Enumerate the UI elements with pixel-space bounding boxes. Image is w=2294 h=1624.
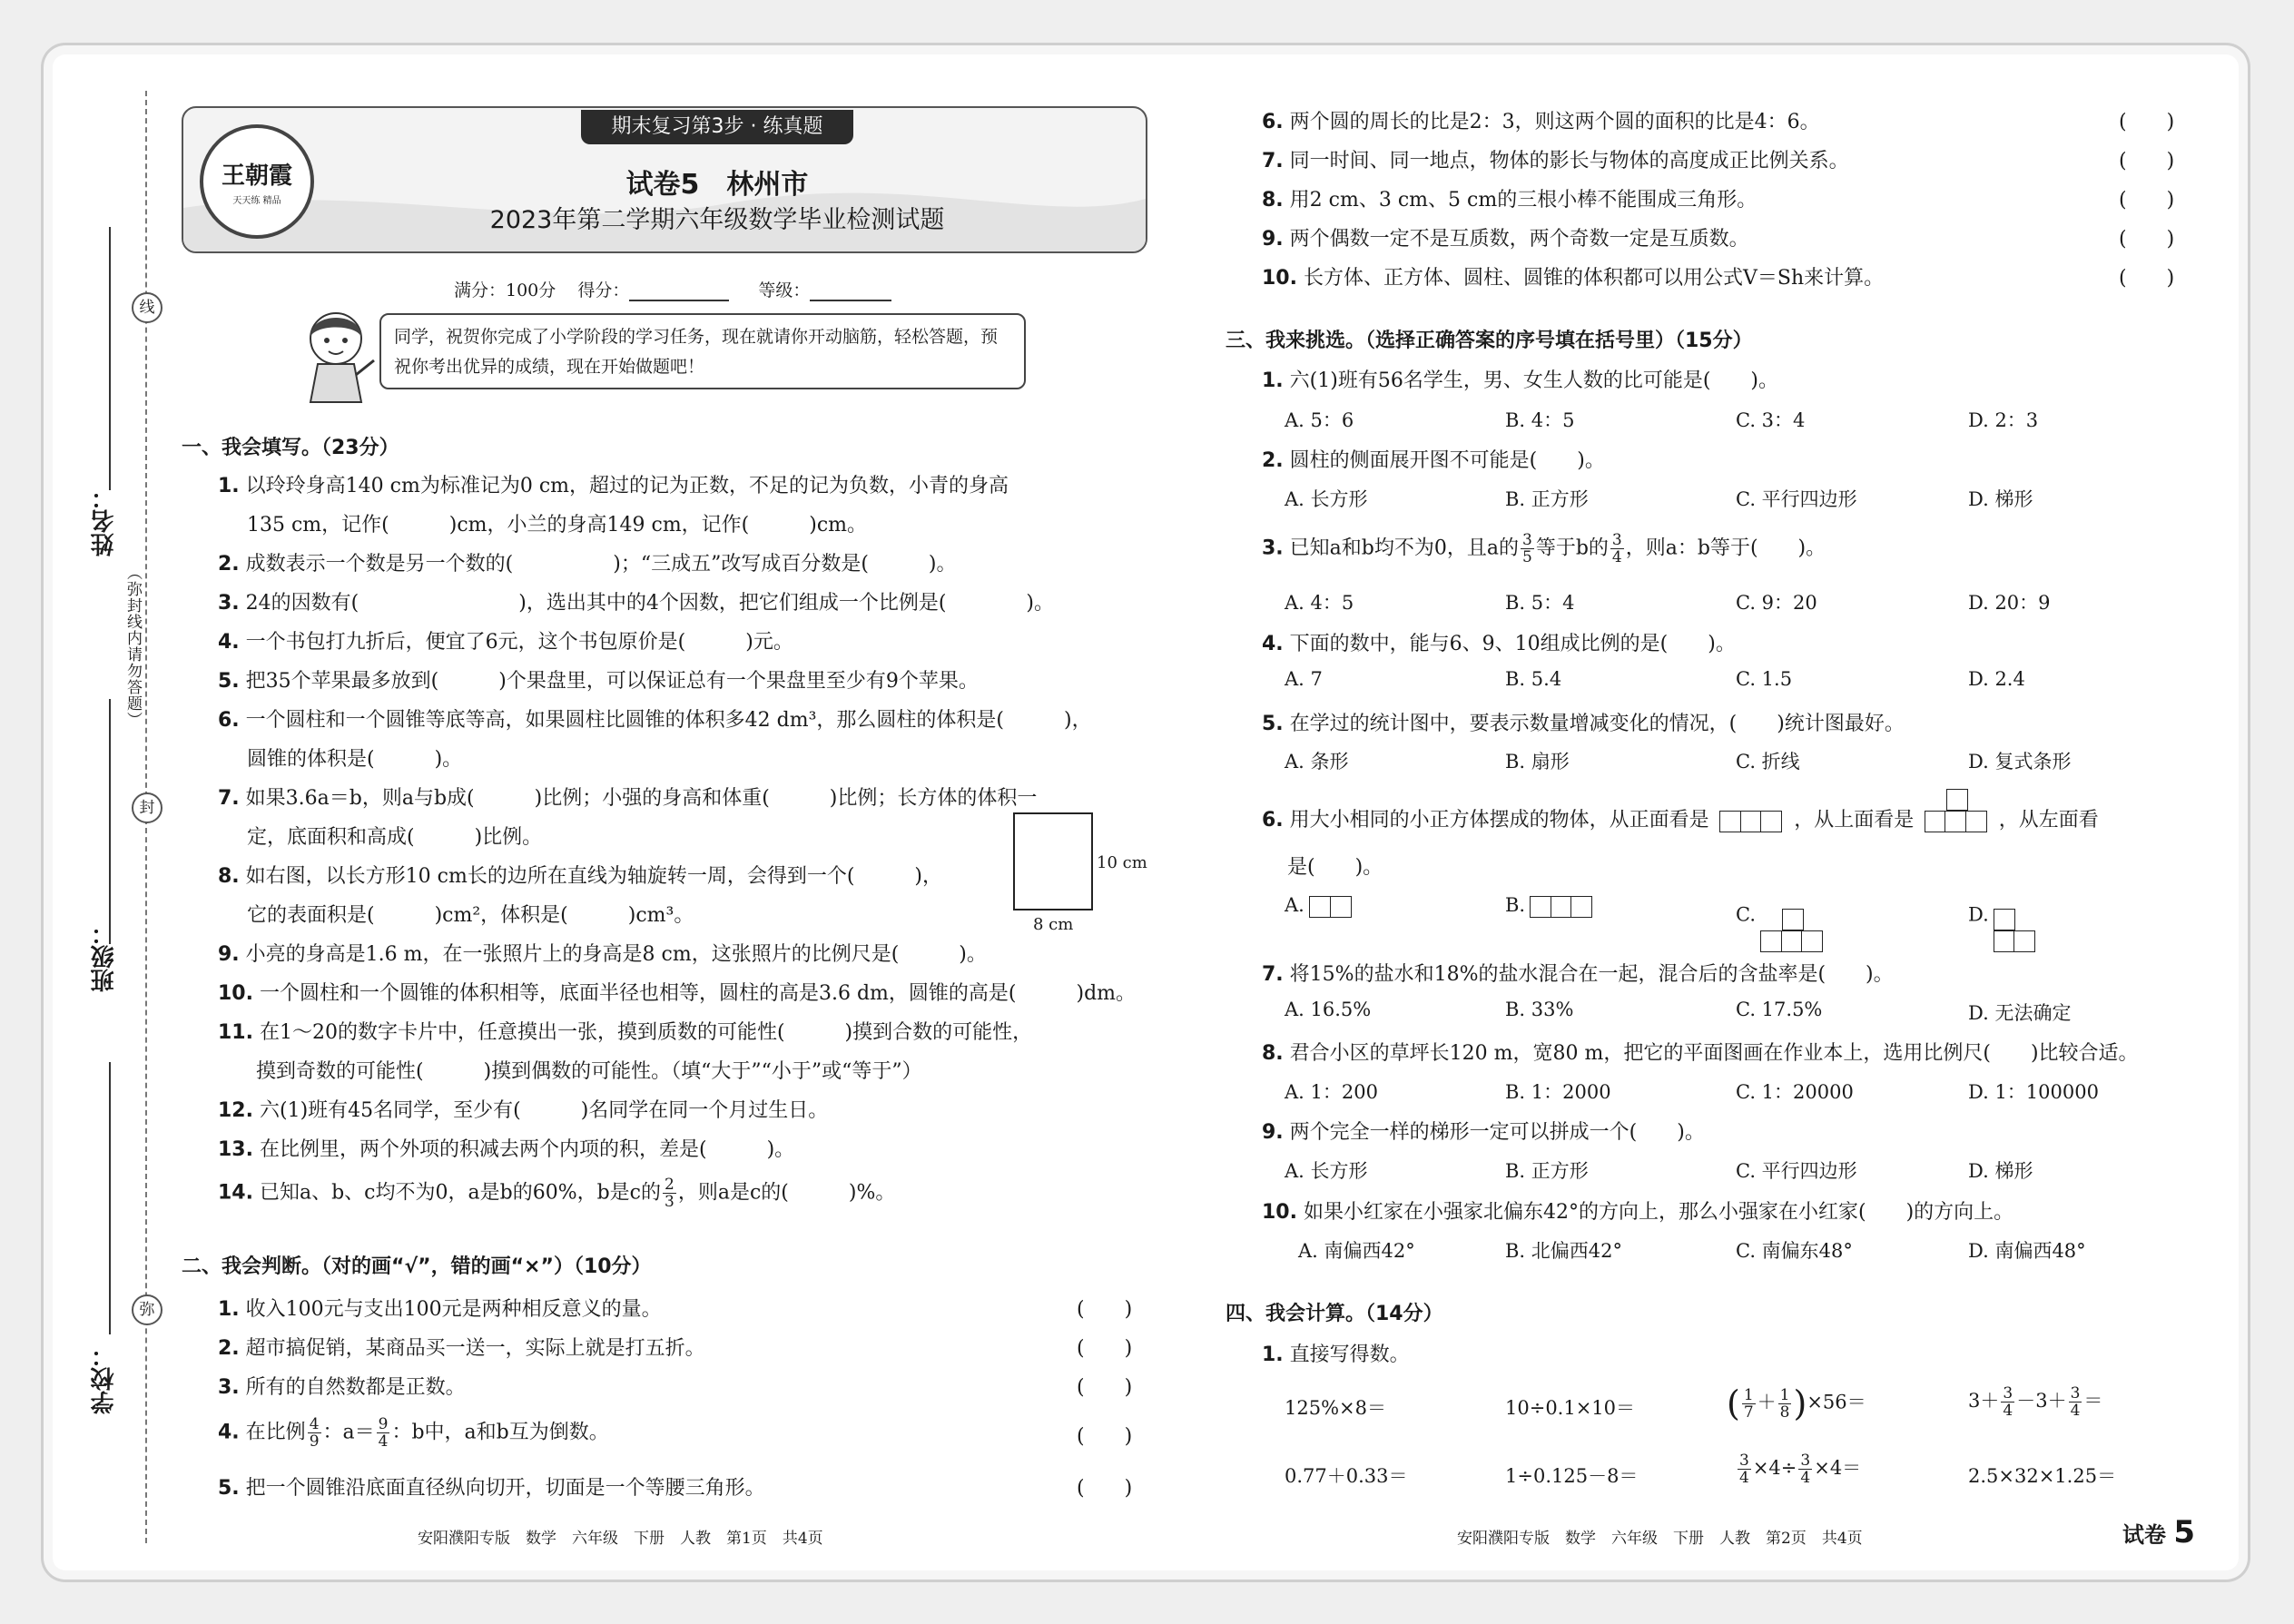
s3-q4-option-d[interactable]: D. 2.4: [1968, 668, 2025, 690]
s1-question-13[interactable]: 13. 在比例里，两个外项的积减去两个内项的积，差是( )。: [218, 1138, 795, 1161]
s3-q9-option-a[interactable]: A. 长方形: [1285, 1160, 1368, 1182]
paper-title: 试卷5 林州市: [625, 169, 809, 201]
class-field-label: 班级：: [91, 921, 118, 992]
section4-title: 四、我会计算。（14分）: [1226, 1303, 1443, 1325]
s2-question-7: 7. 同一时间、同一地点，物体的影长与物体的高度成正比例关系。: [1262, 150, 1849, 172]
s3-question-3[interactable]: 3. 已知a和b均不为0，且a的 $\frac{3}{5}$ 等于b的 $\frac{3}{4}$ ，则a：b等于( )。: [1262, 531, 1826, 566]
s2-question-6: 6. 两个圆的周长的比是2：3，则这两个圆的面积的比是4：6。: [1262, 111, 1820, 133]
figure-height-label: 10 cm: [1097, 853, 1147, 872]
s3-question-1[interactable]: 1. 六(1)班有56名学生，男、女生人数的比可能是( )。: [1262, 369, 1778, 392]
s1-question-1: 1. 以玲玲身高140 cm为标准记为0 cm，超过的记为正数，不足的记为负数，小青的身高: [218, 475, 1009, 497]
s1-question-6-cont[interactable]: 圆锥的体积是( )。: [247, 748, 463, 771]
score-label: 得分：: [577, 281, 630, 300]
s1-question-7-cont[interactable]: 定，底面积和高成( )比例。: [247, 826, 543, 849]
s1-question-11[interactable]: 11. 在1～20的数字卡片中，任意摸出一张，摸到质数的可能性( )摸到合数的可能性，: [218, 1021, 1033, 1044]
s2-answer-9[interactable]: ( ): [2119, 228, 2175, 251]
s3-q5-option-a[interactable]: A. 条形: [1285, 751, 1349, 773]
s2-answer-4[interactable]: ( ): [1077, 1425, 1133, 1448]
s3-question-5[interactable]: 5. 在学过的统计图中，要表示数量增减变化的情况，( )统计图最好。: [1262, 713, 1905, 735]
s1-question-11-cont[interactable]: 摸到奇数的可能性( )摸到偶数的可能性。（填“大于”“小于”或“等于”）: [256, 1060, 922, 1083]
s3-q10-option-d[interactable]: D. 南偏西48°: [1968, 1240, 2086, 1262]
s3-question-4[interactable]: 4. 下面的数中，能与6、9、10组成比例的是( )。: [1262, 633, 1736, 655]
section3-title: 三、我来挑选。（选择正确答案的序号填在括号里）（15分）: [1226, 330, 1753, 352]
s2-answer-3[interactable]: ( ): [1077, 1376, 1133, 1399]
seal-warning-note: （弥封线内请勿答题）: [123, 565, 142, 728]
paper-tag: 试卷 5: [2122, 1514, 2196, 1550]
class-field-line[interactable]: [109, 699, 111, 944]
brand-logo-text: 王朝霞: [221, 162, 292, 190]
calc-5[interactable]: 0.77＋0.33＝: [1285, 1465, 1408, 1487]
s3-q1-option-b[interactable]: B. 4：5: [1505, 409, 1575, 431]
s3-q1-option-d[interactable]: D. 2：3: [1968, 409, 2039, 431]
calc-7[interactable]: $\frac{3}{4}$ ×4÷ $\frac{3}{4}$ ×4＝: [1739, 1452, 1862, 1487]
s3-q8-option-c[interactable]: C. 1：20000: [1736, 1081, 1854, 1103]
score-bar: [454, 277, 891, 301]
option-c-shape: [1762, 907, 1824, 950]
girl-mascot-icon: [292, 304, 379, 404]
s4-question-1: 1. 直接写得数。: [1262, 1343, 1410, 1366]
figure-width-label: 8 cm: [1033, 915, 1074, 934]
s3-q5-option-b[interactable]: B. 扇形: [1505, 751, 1570, 773]
s3-question-10[interactable]: 10. 如果小红家在小强家北偏东42°的方向上，那么小强家在小红家( )的方向上。: [1262, 1201, 2014, 1224]
calc-4[interactable]: 3＋ $\frac{3}{4}$ －3＋ $\frac{3}{4}$ ＝: [1968, 1384, 2103, 1420]
calc-1[interactable]: 125%×8＝: [1285, 1397, 1386, 1419]
grade-label: 等级：: [758, 281, 811, 300]
s3-q3-option-b[interactable]: B. 5：4: [1505, 592, 1575, 614]
fraction-4-9: $\frac{4}{9}$: [309, 1415, 320, 1451]
s3-q1-option-a[interactable]: A. 5：6: [1285, 409, 1354, 431]
s3-q2-option-d[interactable]: D. 梯形: [1968, 488, 2033, 510]
option-a-shape: [1311, 895, 1352, 919]
top-view-shape: [1925, 788, 1987, 832]
s2-question-8: 8. 用2 cm、3 cm、5 cm的三根小棒不能围成三角形。: [1262, 189, 1757, 212]
s3-q8-option-d[interactable]: D. 1：100000: [1968, 1081, 2099, 1103]
s1-question-9[interactable]: 9. 小亮的身高是1.6 m，在一张照片上的身高是8 cm，这张照片的比例尺是( )。: [218, 943, 987, 966]
s2-question-10: 10. 长方体、正方体、圆柱、圆锥的体积都可以用公式V＝Sh来计算。: [1262, 267, 1885, 290]
school-field-line[interactable]: [109, 1062, 111, 1334]
fraction-3-4: $\frac{3}{4}$: [1611, 531, 1622, 566]
seal-mark-top: 线: [132, 292, 162, 323]
s1-question-12[interactable]: 12. 六(1)班有45名同学，至少有( )名同学在同一个月过生日。: [218, 1099, 829, 1122]
front-view-shape: [1721, 810, 1783, 832]
s3-q1-option-c[interactable]: C. 3：4: [1736, 409, 1806, 431]
s1-question-14[interactable]: 14. 已知a、b、c均不为0，a是b的60%，b是c的 $\frac{2}{3}$ ，则a是c的( )%。: [218, 1176, 896, 1211]
s3-q4-option-b[interactable]: B. 5.4: [1505, 668, 1562, 690]
s1-question-4[interactable]: 4. 一个书包打九折后，便宜了6元，这个书包原价是( )元。: [218, 631, 793, 654]
s3-q4-option-c[interactable]: C. 1.5: [1736, 668, 1793, 690]
grade-blank[interactable]: [810, 278, 891, 301]
s3-question-7[interactable]: 7. 将15%的盐水和18%的盐水混合在一起，混合后的含盐率是( )。: [1262, 963, 1894, 986]
s3-q10-option-b[interactable]: B. 北偏西42°: [1505, 1240, 1623, 1262]
s3-q10-option-c[interactable]: C. 南偏东48°: [1736, 1240, 1853, 1262]
s2-question-1: 1. 收入100元与支出100元是两种相反意义的量。: [218, 1298, 662, 1321]
s3-q6-option-b[interactable]: B.: [1505, 894, 1592, 918]
s2-answer-5[interactable]: ( ): [1077, 1477, 1133, 1500]
fraction-9-4: $\frac{9}{4}$: [378, 1415, 389, 1451]
s3-q3-option-c[interactable]: C. 9：20: [1736, 592, 1817, 614]
s3-q4-option-a[interactable]: A. 7: [1285, 668, 1323, 690]
school-field-label: 学校：: [91, 1343, 118, 1414]
option-b-shape: [1531, 895, 1593, 919]
s1-question-2[interactable]: 2. 成数表示一个数是另一个数的( )；“三成五”改写成百分数是( )。: [218, 553, 957, 576]
s3-q7-option-c[interactable]: C. 17.5%: [1736, 999, 1823, 1020]
s2-question-4: 4. 在比例 $\frac{4}{9}$ ：a＝ $\frac{9}{4}$ ：b中，a和b互为倒数。: [218, 1415, 609, 1451]
s2-answer-6[interactable]: ( ): [2119, 111, 2175, 133]
s3-q8-option-a[interactable]: A. 1：200: [1285, 1081, 1378, 1103]
s3-q2-option-c[interactable]: C. 平行四边形: [1736, 488, 1857, 510]
paper-subtitle: 2023年第二学期六年级数学毕业检测试题: [489, 206, 945, 234]
s2-question-2: 2. 超市搞促销，某商品买一送一，实际上就是打五折。: [218, 1337, 705, 1360]
s3-q3-option-a[interactable]: A. 4：5: [1285, 592, 1354, 614]
s3-q6-option-d[interactable]: D.: [1968, 894, 2035, 938]
s2-question-3: 3. 所有的自然数都是正数。: [218, 1376, 466, 1399]
s3-q8-option-b[interactable]: B. 1：2000: [1505, 1081, 1611, 1103]
full-score-label: 满分：100分: [454, 281, 556, 300]
s1-question-1-cont[interactable]: 135 cm，记作( )cm，小兰的身高149 cm，记作( )cm。: [247, 514, 868, 536]
brand-logo-sub: 天天练 精品: [232, 196, 281, 206]
s3-q2-option-a[interactable]: A. 长方形: [1285, 488, 1368, 510]
s3-q7-option-d[interactable]: D. 无法确定: [1968, 1002, 2072, 1024]
calc-8[interactable]: 2.5×32×1.25＝: [1968, 1465, 2117, 1487]
s1-question-8[interactable]: 8. 如右图，以长方形10 cm长的边所在直线为轴旋转一周，会得到一个( )，: [218, 865, 943, 888]
greeting-bubble: 同学，祝贺你完成了小学阶段的学习任务，现在就请你开动脑筋，轻松答题，预祝你考出优异的成绩，现在开始做题吧！: [379, 313, 1026, 389]
footer-right: 安阳濮阳专版 数学 六年级 下册 人教 第2页 共4页: [1457, 1530, 1863, 1548]
s2-answer-8[interactable]: ( ): [2119, 189, 2175, 212]
footer-left: 安阳濮阳专版 数学 六年级 下册 人教 第1页 共4页: [418, 1530, 823, 1548]
s1-question-7[interactable]: 7. 如果3.6a＝b，则a与b成( )比例；小强的身高和体重( )比例；长方体的体积一: [218, 787, 1038, 810]
s3-q7-option-b[interactable]: B. 33%: [1505, 999, 1574, 1020]
seal-mark-middle: 封: [132, 792, 162, 823]
s3-q6-option-a[interactable]: A.: [1285, 894, 1352, 918]
s1-question-6[interactable]: 6. 一个圆柱和一个圆锥等底等高，如果圆柱比圆锥的体积多42 dm³，那么圆柱的体积是( )，: [218, 709, 1092, 732]
s3-q9-option-d[interactable]: D. 梯形: [1968, 1160, 2033, 1182]
score-blank[interactable]: [629, 278, 729, 301]
rectangle-figure: [1013, 812, 1093, 910]
calc-6[interactable]: 1÷0.125－8＝: [1505, 1465, 1639, 1487]
seal-mark-bottom: 弥: [132, 1294, 162, 1325]
s3-q9-option-c[interactable]: C. 平行四边形: [1736, 1160, 1857, 1182]
s3-question-2[interactable]: 2. 圆柱的侧面展开图不可能是( )。: [1262, 449, 1605, 472]
s2-question-5: 5. 把一个圆锥沿底面直径纵向切开，切面是一个等腰三角形。: [218, 1477, 765, 1500]
s1-question-10[interactable]: 10. 一个圆柱和一个圆锥的体积相等，底面半径也相等，圆柱的高是3.6 dm，圆锥的高是( )dm。: [218, 982, 1137, 1005]
fraction-3-5: $\frac{3}{5}$: [1522, 531, 1532, 566]
s1-question-8-cont[interactable]: 它的表面积是( )cm²，体积是( )cm³。: [247, 904, 694, 927]
s2-answer-1[interactable]: ( ): [1077, 1298, 1133, 1321]
review-step-tab: 期末复习第3步 · 练真题: [581, 110, 853, 144]
fraction-2-3: $\frac{2}{3}$: [665, 1176, 674, 1211]
s3-q7-option-a[interactable]: A. 16.5%: [1285, 999, 1372, 1020]
calc-2[interactable]: 10÷0.1×10＝: [1505, 1397, 1636, 1419]
s3-question-8[interactable]: 8. 君合小区的草坪长120 m，宽80 m，把它的平面图画在作业本上，选用比例尺( )比较合适。: [1262, 1042, 2139, 1065]
section1-title: 一、我会填写。（23分）: [182, 437, 399, 459]
s3-q5-option-c[interactable]: C. 折线: [1736, 751, 1800, 773]
s3-question-9[interactable]: 9. 两个完全一样的梯形一定可以拼成一个( )。: [1262, 1121, 1705, 1144]
s2-answer-2[interactable]: ( ): [1077, 1337, 1133, 1360]
s3-question-6[interactable]: 6. 用大小相同的小正方体摆成的物体，从正面看是 ，从上面看是 ，从左面看: [1262, 799, 2099, 842]
s2-answer-10[interactable]: ( ): [2119, 267, 2175, 290]
option-d-shape: [1994, 907, 2035, 950]
section2-title: 二、我会判断。（对的画“√”，错的画“×”）（10分）: [182, 1255, 652, 1278]
s3-question-6-cont[interactable]: 是( )。: [1287, 856, 1383, 879]
s3-q2-option-b[interactable]: B. 正方形: [1505, 488, 1589, 510]
s3-q10-option-a[interactable]: A. 南偏西42°: [1298, 1240, 1415, 1262]
brand-logo: [200, 124, 314, 239]
s2-question-9: 9. 两个偶数一定不是互质数，两个奇数一定是互质数。: [1262, 228, 1749, 251]
s1-question-5[interactable]: 5. 把35个苹果最多放到( )个果盘里，可以保证总有一个果盘里至少有9个苹果。: [218, 670, 979, 693]
s3-q6-option-c[interactable]: C.: [1736, 894, 1823, 938]
name-field-line[interactable]: [109, 227, 111, 490]
s3-q9-option-b[interactable]: B. 正方形: [1505, 1160, 1589, 1182]
s3-q5-option-d[interactable]: D. 复式条形: [1968, 751, 2072, 773]
s3-q3-option-d[interactable]: D. 20：9: [1968, 592, 2051, 614]
calc-3[interactable]: ( $\frac{1}{7}$ ＋ $\frac{1}{8}$ )×56＝: [1727, 1383, 1866, 1423]
s1-question-3[interactable]: 3. 24的因数有( )，选出其中的4个因数，把它们组成一个比例是( )。: [218, 592, 1054, 615]
s2-answer-7[interactable]: ( ): [2119, 150, 2175, 172]
name-field-label: 姓名：: [91, 486, 118, 556]
